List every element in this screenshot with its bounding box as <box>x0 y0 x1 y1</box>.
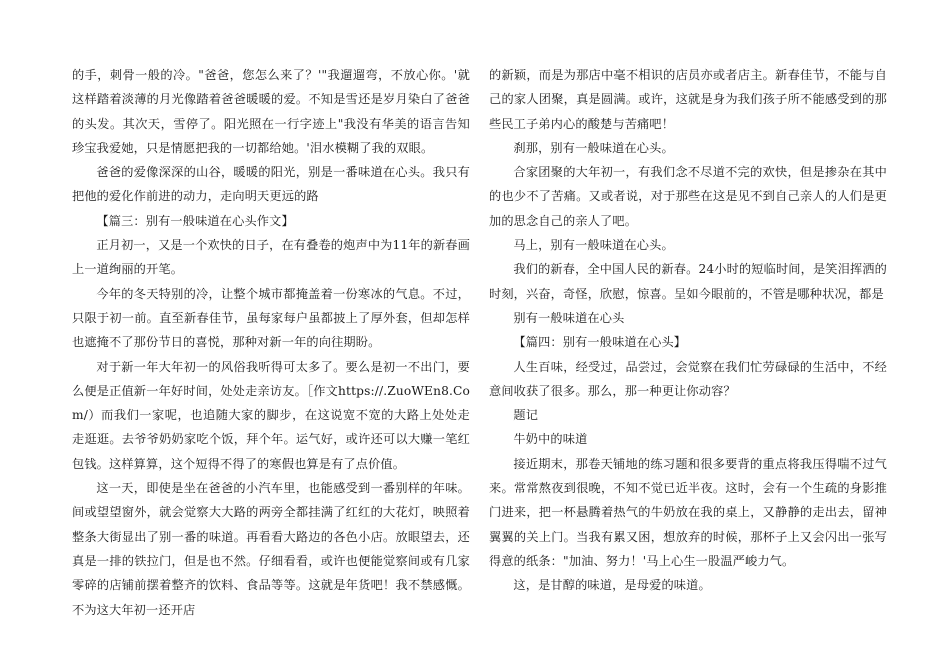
paragraph-exam-night: 接近期末，那卷天铺地的练习题和很多要背的重点将我压得喘不过气来。常常熬夜到很晚，不知不觉已近半夜。这时，会有一个生疏的身影推门进来，把一杯悬腾着热气的牛奶放在我的桌上，又静静的走出去，留神翼翼的关上门。当我有累又困，想放弃的时候，那杯子上又会闪出一张写得意的纸条："加油、努力！'马上心生一股温严峻力气。 <box>489 456 887 568</box>
paragraph-father-love: 爸爸的爱像深深的山谷，暖暖的阳光，别是一番味道在心头。我只有把他的爱化作前进的动力，走向明天更远的路 <box>72 165 470 204</box>
paragraph-instant-flavor: 刹那，别有一般味道在心头。 <box>513 140 674 155</box>
section-heading-part-three: 【篇三：别有一般味道在心头作文】 <box>96 213 294 228</box>
paragraph-new-year-day: 正月初一，又是一个欢快的日子，在有叠卷的炮声中为11年的新春画上一道绚丽的开笔。 <box>72 238 470 277</box>
section-heading-part-four: 【篇四：别有一般味道在心头】 <box>513 335 687 350</box>
paragraph-immediately-flavor: 马上，别有一般味道在心头。 <box>513 238 674 253</box>
paragraph-family-reunion: 合家团聚的大年初一，有我们念不尽道不完的欢快，但是掺杂在其中的也少不了苦痛。又或者说，对于那些在这是见不到自己亲人的人们是更加的思念自己的亲人了吧。 <box>489 165 887 228</box>
paragraph-car-ride: 这一天，即使是坐在爸爸的小汽车里，也能感受到一番别样的年味。间或望望窗外，就会觉察大大路的两旁全都挂满了红红的大花灯，映照着整条大街显出了别一番的味道。再看看大路边的各色小店。放眼望去，还真是一排的铁拉门，但是也不然。仔细看看，或许也便能觉察间或有几家零碎的店铺前摆着整齐的饮料、食品等等。这就是年货吧！我不禁感慨。不为这大年初一还开店 <box>72 481 470 617</box>
paragraph-father-snow: 的手，刺骨一般的冷。"爸爸，您怎么来了？'"我遛遛弯，不放心你。'就这样踏着淡薄的月光像踏着爸爸暖暖的爱。不知是雪还是岁月染白了爸爸的头发。其次天，雪停了。阳光照在一行字迹上"我没有华美的语言告知珍宝我爱她，只是情愿把我的一切都给她。'泪水模糊了我的双眼。 <box>72 68 470 155</box>
paragraph-flavor-line: 别有一般味道在心头 <box>513 310 625 325</box>
paragraph-life-flavors: 人生百味，经受过，品尝过，会觉察在我们忙劳碌碌的生活中，不经意间收获了很多。那么，那一种更让你动容？ <box>489 359 887 398</box>
paragraph-milk-title: 牛奶中的味道 <box>513 432 588 447</box>
paragraph-shopkeepers: 的新颖，而是为那店中毫不相识的店员亦或者店主。新春佳节，不能与自己的家人团聚，真是圆满。或许，这就是身为我们孩子所不能感受到的那些民工子弟内心的酸楚与苦痛吧！ <box>489 68 887 131</box>
paragraph-customs: 对于新一年大年初一的风俗我听得可太多了。要么是初一不出门，要么便是正值新一年好时间，处处走亲访友。［作文https://.ZuoWEn8.Com/）而我们一家呢，也追随大家的脚步，在这说宽不宽的大路上处处走走逛逛。去爷爷奶奶家吃个饭，拜个年。运气好，或许还可以大赚一笔红包钱。这样算算，这个短得不得了的寒假也算是有了点价值。 <box>72 359 470 471</box>
paragraph-national-new-year: 我们的新春，全中国人民的新春。24小时的短临时间，是笑泪挥洒的时刻，兴奋，奇怪，欣慰，惊喜。呈如今眼前的，不管是哪种状况，都是 <box>489 262 887 301</box>
paragraph-mother-love: 这，是甘醇的味道，是母爱的味道。 <box>513 578 711 593</box>
left-column <box>72 63 470 622</box>
paragraph-epigraph-label: 题记 <box>513 408 539 423</box>
paragraph-cold-winter: 今年的冬天特别的冷，让整个城市都掩盖着一份寒冰的气息。不过，只限于初一前。直至新春佳节，虽每家每户虽都披上了厚外套，但却怎样也遮掩不了那份节日的喜悦，那种对新一年的向往期盼。 <box>72 286 470 350</box>
right-column <box>489 63 887 598</box>
